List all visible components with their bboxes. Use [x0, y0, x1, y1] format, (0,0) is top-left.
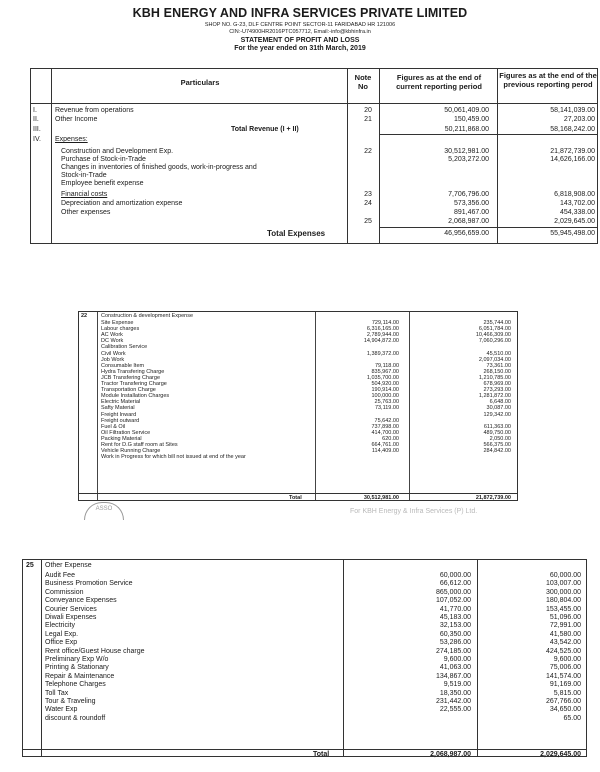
previous-value: 60,000.00: [549, 572, 581, 579]
previous-value: 73,361.00: [486, 362, 511, 369]
table-row: [23, 572, 586, 580]
current-value: 73,119.00: [374, 405, 399, 412]
current-value: 46,956,659.00: [444, 230, 489, 237]
current-value: 41,063.00: [439, 664, 471, 672]
col-header-particulars: Particulars: [180, 78, 220, 87]
row-label: Rent office/Guest House charge: [45, 647, 145, 655]
row-label: Total Revenue (I + II): [231, 126, 299, 133]
pl-row-total-expenses: [31, 229, 597, 238]
current-value: 190,914.00: [371, 387, 399, 394]
current-value: 891,467.00: [453, 209, 489, 216]
previous-value: 424,525.00: [545, 647, 581, 655]
row-label: Conveyance Expenses: [45, 597, 117, 605]
row-label: Repair & Maintenance: [45, 672, 115, 680]
note-number: 20: [364, 107, 372, 114]
current-value: 274,185.00: [435, 647, 471, 655]
row-label: Legal Exp.: [45, 630, 79, 638]
current-value: 504,920.00: [371, 381, 399, 387]
current-value: 835,967.00: [371, 368, 399, 375]
table-row: [23, 639, 586, 647]
table-row: [23, 698, 586, 706]
current-value: 75,642.00: [374, 417, 399, 424]
table-row: [23, 631, 586, 639]
previous-value: 141,574.00: [545, 672, 581, 680]
previous-value: 5,815.00: [553, 689, 581, 697]
company-name: KBH ENERGY AND INFRA SERVICES PRIVATE LIMITED: [132, 6, 468, 20]
table-row: [23, 648, 586, 656]
row-label: Water Exp: [45, 706, 78, 714]
note-number: 24: [364, 200, 372, 207]
row-label: Toll Tax: [45, 689, 69, 697]
total-label: Total: [289, 495, 302, 501]
row-label: Labour charges: [101, 326, 140, 333]
current-value: 414,700.00: [371, 429, 399, 436]
current-value: 664,761.00: [371, 442, 399, 448]
row-label: Module Installation Charges: [101, 393, 170, 400]
table-row: [23, 706, 586, 714]
row-label: Purchase of Stock-in-Trade: [61, 156, 146, 163]
row-label: Total Expenses: [267, 229, 326, 238]
previous-value: 72,991.00: [549, 622, 581, 630]
previous-value: 235,744.00: [483, 320, 511, 326]
previous-value: 45,510.00: [486, 350, 511, 357]
current-value: 134,867.00: [435, 672, 471, 680]
table-row: [23, 673, 586, 681]
pl-row-total-revenue: [31, 125, 597, 134]
current-value: 9,600.00: [443, 656, 471, 663]
other-total-row: [23, 749, 586, 758]
note-number: 22: [364, 148, 372, 155]
previous-value: 611,363.00: [483, 423, 511, 430]
current-value: 150,459.00: [453, 116, 489, 123]
note-number: 22: [81, 313, 88, 319]
previous-value: 14,626,166.00: [550, 156, 595, 163]
table-row: [23, 681, 586, 689]
previous-value: 10,466,309.00: [475, 332, 511, 339]
previous-value: 30,087.00: [486, 405, 511, 412]
row-label: Printing & Stationary: [45, 664, 109, 672]
previous-value: 153,455.00: [545, 605, 581, 613]
roman-numeral: III.: [33, 126, 41, 133]
previous-value: 6,051,784.00: [478, 326, 511, 333]
previous-value: 43,542.00: [549, 639, 581, 647]
signature-watermark: For KBH Energy & Infra Services (P) Ltd.: [350, 508, 478, 515]
row-label: Tour & Traveling: [45, 698, 96, 705]
previous-value: 91,169.00: [549, 681, 581, 689]
previous-value: 678,969.00: [483, 381, 511, 387]
table-row: [23, 614, 586, 622]
total-previous: 2,029,645.00: [540, 751, 581, 758]
total-label: Total: [313, 751, 330, 758]
previous-value: 21,872,739.00: [550, 148, 595, 155]
row-label: Diwali Expenses: [45, 614, 97, 621]
current-value: 60,000.00: [439, 572, 471, 579]
current-value: 50,061,409.00: [444, 107, 489, 114]
table-row: [23, 715, 586, 723]
table-row: [23, 589, 586, 597]
other-title-row: [23, 562, 586, 570]
row-label: JCB Transfering Charge: [101, 374, 160, 381]
row-label: Other expenses: [61, 209, 111, 216]
row-label: discount & roundoff: [45, 714, 106, 722]
current-value: 14,904,872.00: [363, 338, 399, 345]
current-value: 114,409.00: [371, 448, 399, 455]
previous-value: 2,029,645.00: [554, 218, 595, 225]
previous-value: 58,168,242.00: [550, 126, 595, 133]
previous-value: 566,375.00: [483, 442, 511, 448]
row-label: AC Work: [101, 332, 123, 339]
row-label: Audit Fee: [45, 572, 75, 579]
construction-total-row: [79, 493, 517, 502]
current-value: 7,706,796.00: [448, 191, 489, 198]
previous-value: 6,648.00: [489, 399, 511, 406]
row-label: Fuel & Oil: [101, 423, 126, 430]
row-label: Telephone Charges: [45, 681, 106, 689]
current-value: 50,211,868.00: [444, 126, 489, 133]
previous-value: 2,050.00: [489, 435, 511, 442]
construction-expense-table: [78, 311, 518, 501]
row-label: DC Work: [101, 338, 124, 345]
pl-row: [31, 199, 597, 208]
previous-value: 58,141,039.00: [550, 107, 595, 114]
previous-value: 75,006.00: [549, 664, 581, 672]
pl-row: [31, 106, 597, 115]
row-label: Safty Material: [101, 405, 135, 412]
row-label: Job Work: [101, 356, 125, 363]
auditor-stamp: ASSO: [84, 502, 124, 520]
table-row: [23, 656, 586, 664]
row-label: Expenses:: [55, 136, 88, 143]
table-row: [23, 664, 586, 672]
current-value: 231,442.00: [435, 698, 471, 705]
pl-row: [31, 217, 597, 226]
previous-value: 284,842.00: [483, 448, 511, 455]
row-label: Tractor Transfering Charge: [101, 381, 167, 387]
previous-value: 7,060,296.00: [478, 338, 511, 345]
total-previous: 21,872,739.00: [475, 495, 511, 501]
previous-value: 129,342.00: [483, 411, 511, 418]
row-label: Construction and Development Exp.: [61, 148, 174, 155]
row-label: Civil Work: [101, 350, 126, 357]
col-header-current: Figures as at the end of current reporting period: [396, 73, 482, 91]
row-label: Financial costs: [61, 191, 108, 198]
previous-value: 180,804.00: [545, 597, 581, 605]
row-label: Calibration Service: [101, 344, 148, 351]
current-value: 60,350.00: [439, 630, 471, 638]
note-number: 23: [364, 191, 372, 198]
row-label: Stock-in-Trade: [61, 172, 107, 179]
previous-value: 1,281,872.00: [478, 393, 511, 400]
current-value: 737,898.00: [371, 423, 399, 430]
current-value: 865,000.00: [435, 588, 471, 596]
previous-value: 55,945,498.00: [550, 230, 595, 237]
previous-value: 51,096.00: [549, 614, 581, 621]
total-current: 2,068,987.00: [430, 751, 471, 758]
construction-title-row: [79, 313, 517, 319]
current-value: 22,555.00: [439, 706, 471, 714]
current-value: 573,356.00: [453, 200, 489, 207]
table-row: [79, 454, 517, 460]
current-value: 2,068,987.00: [448, 218, 489, 225]
previous-value: 41,580.00: [549, 630, 581, 638]
previous-value: 34,650.00: [549, 706, 581, 714]
current-value: 30,512,981.00: [444, 148, 489, 155]
previous-value: 300,000.00: [545, 588, 581, 596]
row-label: Oil Filtration Service: [101, 429, 151, 436]
table-row: [23, 580, 586, 588]
previous-value: 273,293.00: [483, 387, 511, 394]
row-label: Electric Material: [101, 399, 141, 406]
current-value: 79,118.00: [374, 362, 399, 369]
previous-value: 1,210,785.00: [478, 374, 511, 381]
current-value: 620.00: [382, 435, 399, 442]
table-row: [23, 622, 586, 630]
row-label: Freight Inward: [101, 411, 137, 418]
document-header: [0, 6, 600, 52]
row-label: Office Exp: [45, 639, 78, 647]
pl-row: [31, 135, 597, 144]
row-label: Courier Services: [45, 605, 97, 613]
current-value: 53,286.00: [439, 639, 471, 647]
subtotal-rule: [379, 227, 597, 228]
roman-numeral: IV.: [33, 136, 41, 143]
pl-row: [31, 208, 597, 217]
table-row: [23, 690, 586, 698]
current-value: 9,519.00: [443, 681, 471, 689]
note-number: 25: [364, 218, 372, 225]
row-label: Electricity: [45, 622, 75, 630]
note-number: 25: [26, 562, 34, 569]
current-value: 25,763.00: [374, 399, 399, 406]
row-label: Revenue from operations: [55, 107, 134, 114]
profit-loss-table: [30, 68, 598, 244]
row-label: Consumable Item: [101, 362, 145, 369]
previous-value: 489,750.00: [483, 429, 511, 436]
row-label: Hydra Transfering Charge: [101, 368, 165, 375]
other-expense-table: [22, 559, 587, 757]
header-divider: [31, 103, 597, 104]
previous-value: 27,203.00: [563, 116, 595, 123]
col-header-note: Note No: [354, 73, 372, 91]
company-address: SHOP NO. G-23, DLF CENTRE POINT SECTOR-11 FARIDABAD HR 121006: [204, 22, 396, 28]
previous-value: 454,338.00: [559, 209, 595, 216]
row-label: Vehicle Running Charge: [101, 448, 161, 455]
row-label: Freight outward: [101, 417, 140, 424]
previous-value: 267,766.00: [545, 698, 581, 705]
row-label: Rent for D.G staff room at Sites: [101, 442, 178, 448]
pl-row: [31, 179, 597, 188]
current-value: 5,203,272.00: [448, 156, 489, 163]
current-value: 107,052.00: [435, 597, 471, 605]
row-label: Work in Progress for which bill not issued at end of the year: [101, 454, 246, 461]
roman-numeral: II.: [33, 116, 39, 123]
current-value: 2,789,944.00: [366, 332, 399, 339]
current-value: 32,153.00: [439, 622, 471, 630]
row-label: Depreciation and amortization expense: [61, 200, 183, 207]
row-label: Preliminary Exp W/o: [45, 656, 109, 663]
current-value: 41,770.00: [439, 605, 471, 613]
previous-value: 268,150.00: [483, 368, 511, 375]
row-label: Other Income: [55, 116, 98, 123]
section-title: Construction & development Expense: [101, 313, 194, 319]
previous-value: 143,702.00: [559, 200, 595, 207]
previous-value: 103,007.00: [545, 580, 581, 588]
row-label: Commission: [45, 588, 84, 596]
pl-row: [31, 115, 597, 124]
current-value: 1,389,372.00: [366, 350, 399, 357]
current-value: 100,000.00: [371, 393, 399, 400]
current-value: 6,316,165.00: [366, 326, 399, 333]
row-label: Employee benefit expense: [61, 180, 144, 187]
roman-numeral: I.: [33, 107, 37, 114]
table-row: [23, 597, 586, 605]
table-row: [23, 606, 586, 614]
note-number: 21: [364, 116, 372, 123]
current-value: 729,114.00: [371, 320, 399, 326]
previous-value: 9,600.00: [553, 656, 581, 663]
current-value: 45,183.00: [439, 614, 471, 621]
pl-row: [31, 190, 597, 199]
current-value: 66,612.00: [439, 580, 471, 588]
company-cin: CIN:-U74900HR2016PTC057712, Email:-info@kbhinfra.in: [229, 29, 371, 35]
current-value: 18,350.00: [439, 689, 471, 697]
previous-value: 65.00: [563, 714, 581, 722]
row-label: Transportation Charge: [101, 387, 156, 394]
row-label: Site Expense: [101, 320, 134, 326]
current-value: 1,035,700.00: [366, 374, 399, 381]
total-current: 30,512,981.00: [363, 495, 399, 501]
section-title: Other Expense: [45, 562, 92, 569]
statement-title: STATEMENT OF PROFIT AND LOSS: [240, 37, 360, 44]
statement-period: For the year ended on 31th March, 2019: [234, 45, 366, 52]
row-label: Changes in inventories of finished goods, work-in-progress and: [61, 164, 257, 171]
col-header-previous: Figures as at the end of the previous reporting perod: [499, 71, 597, 89]
row-label: Packing Material: [101, 435, 142, 442]
previous-value: 6,818,908.00: [554, 191, 595, 198]
row-label: Business Promotion Service: [45, 580, 133, 588]
previous-value: 2,097,034.00: [478, 356, 511, 363]
